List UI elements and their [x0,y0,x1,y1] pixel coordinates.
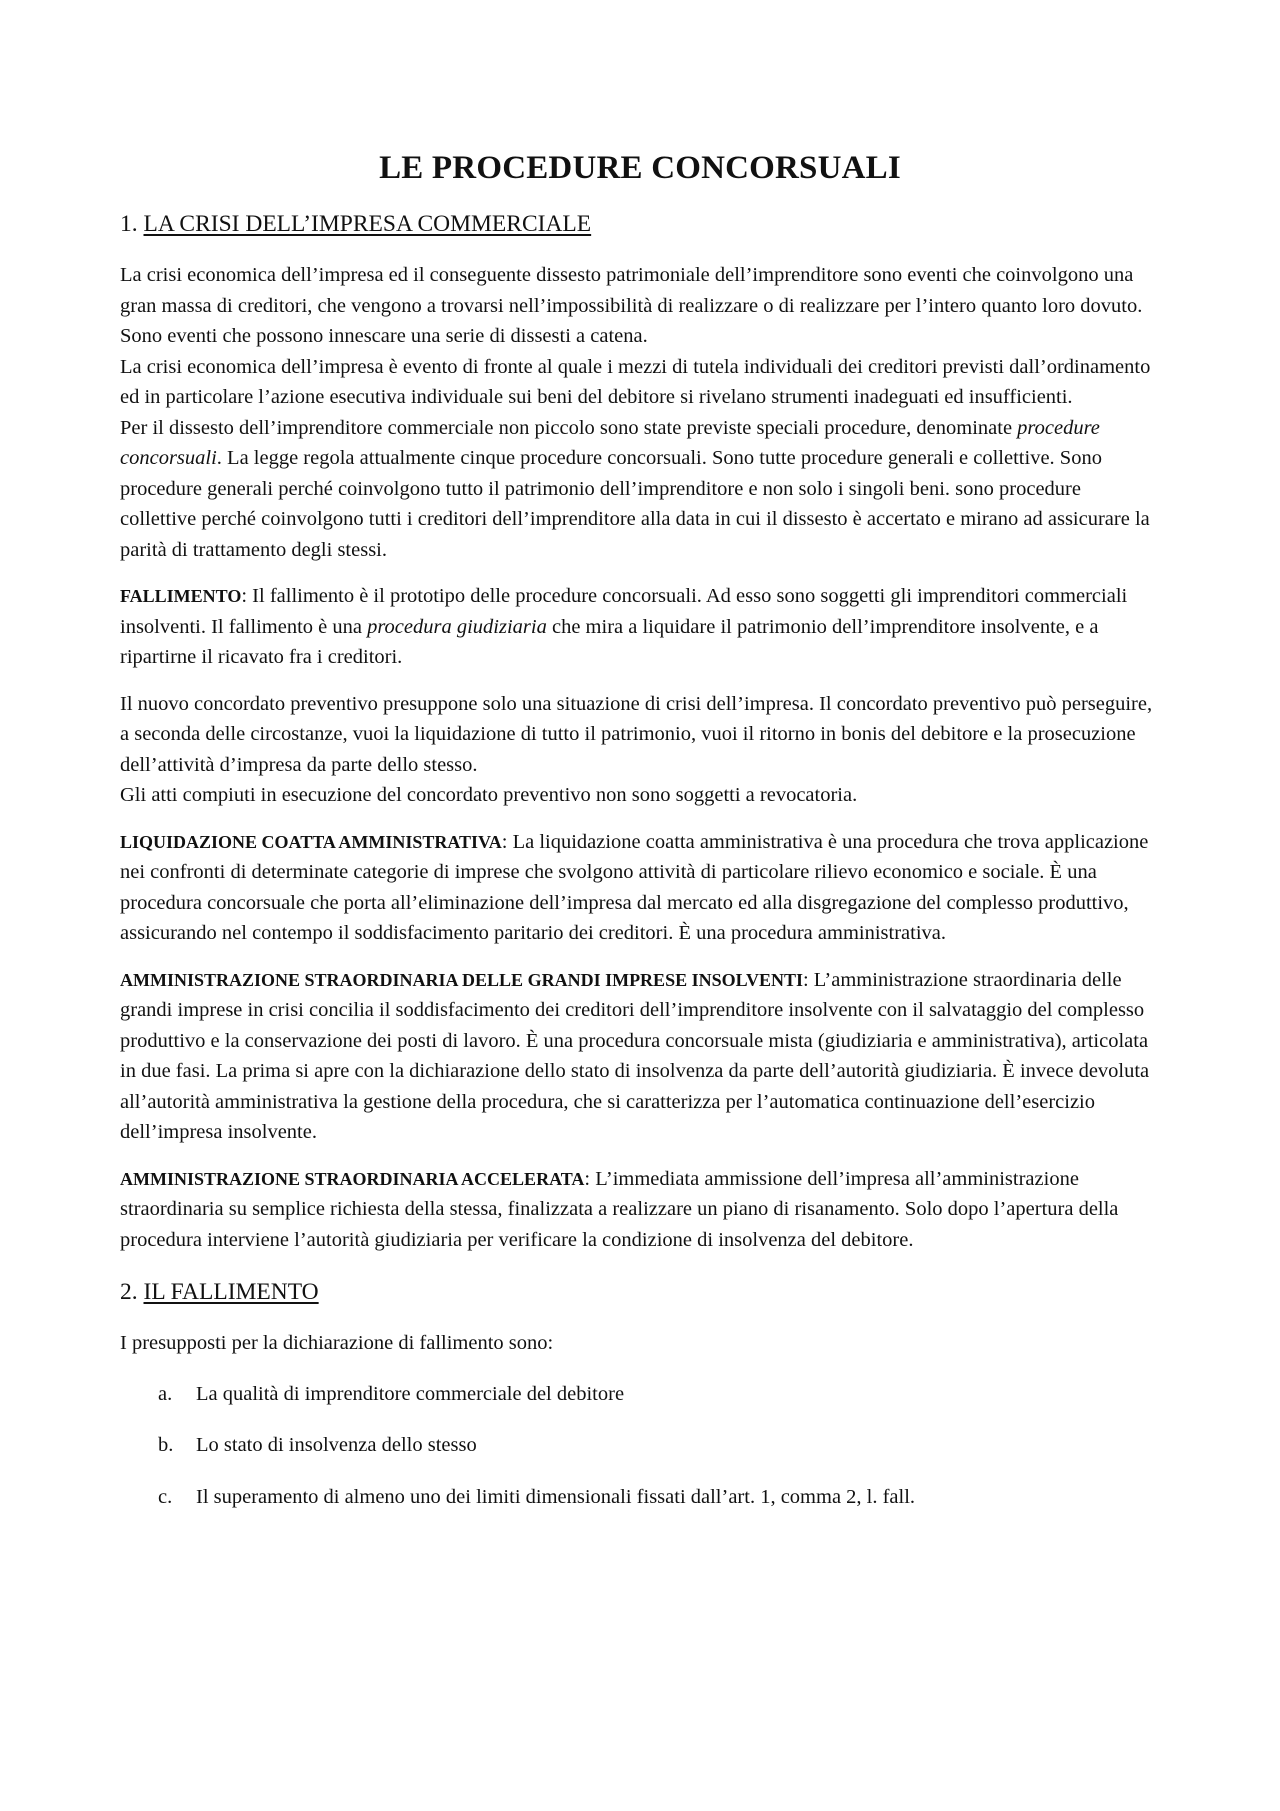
list-item [158,1430,1160,1461]
section-heading-1 [120,211,1160,238]
paragraph-presupposti: I presupposti per la dichiarazione di fallimento sono: [120,1332,554,1354]
paragraph-fallimento [120,581,1160,673]
paragraph-text: : L’amministrazione straordinaria delle grandi imprese in crisi concilia il soddisfacimento dei creditori dell’imprenditore insolvente con il salvataggio del complesso produttivo e la conservazione dei posti di lavoro. È una procedura concorsuale mista (giudiziaria e amministrativa), articolata in due fasi. La prima si apre con la dichiarazione dello stato di insolvenza da parte dell’autorità giudiziaria. È invece devoluta all’autorità amministrativa la gestione della procedura, che si caratterizza per l’automatica continuazione dell’esercizio dell’impresa insolvente. [120,968,1150,1143]
term-label: AMMINISTRAZIONE STRAORDINARIA DELLE GRANDI IMPRESE INSOLVENTI [120,969,803,990]
paragraph-text: che mira a liquidare il patrimonio dell’imprenditore insolvente, e a ripartirne il ricavato fra i creditori. [120,615,1099,668]
term-label: FALLIMENTO [120,586,242,606]
list-marker: a. [158,1382,173,1405]
paragraph-text: : L’immediata ammissione dell’impresa all’amministrazione straordinaria su semplice richiesta della stessa, finalizzata a realizzare un piano di risanamento. Solo dopo l’apertura della procedura interviene l’autorità giudiziaria per verificare la condizione di insolvenza del debitore. [120,1167,1119,1251]
list-marker: c. [158,1485,173,1508]
paragraph-text: : La liquidazione coatta amministrativa è una procedura che trova applicazione nei confronti di determinate categorie di imprese che svolgono attività di particolare rilievo economico e sociale. È una procedura concorsuale che porta all’eliminazione dell’impresa dal mercato ed alla disgregazione del complesso produttivo, assicurando nel contempo il soddisfacimento paritario dei creditori. È una procedura amministrativa. [120,830,1149,944]
paragraph-amministrazione-grandi-imprese [120,965,1160,1148]
italic-term: procedure concorsuali [120,416,1100,469]
paragraph-concordato [120,689,1160,811]
paragraph-text: Per il dissesto dell’imprenditore commerciale non piccolo sono state previste speciali procedure, denominate [120,416,1018,439]
presupposti-list [120,1379,1160,1513]
list-item [158,1379,1160,1410]
paragraph-text: : Il fallimento è il prototipo delle procedure concorsuali. Ad esso sono soggetti gli imprenditori commerciali insolventi. Il fallimento è una [120,585,1128,638]
paragraph-text: Il nuovo concordato preventivo presuppone solo una situazione di crisi dell’impresa. Il concordato preventivo può perseguire, a seconda delle circostanze, vuoi la liquidazione di tutto il patrimonio, vuoi il ritorno in bonis del debitore e la prosecuzione dell’attività d’impresa da parte dello stesso. [120,692,1153,776]
paragraph-text: . La legge regola attualmente cinque procedure concorsuali. Sono tutte procedure generali e collettive. Sono procedure generali perché coinvolgono tutto il patrimonio dell’imprenditore e non solo i singoli beni. sono procedure collettive perché coinvolgono tutti i creditori dell’imprenditore alla data in cui il dissesto è accertato e mirano ad assicurare la parità di trattamento degli stessi. [120,447,1150,561]
section-heading-2 [120,1279,1160,1306]
term-label: LIQUIDAZIONE COATTA AMMINISTRATIVA [120,831,502,852]
list-item-text: La qualità di imprenditore commerciale del debitore [196,1382,625,1405]
section-number: 2. [120,1279,138,1305]
paragraph-intro [120,260,1160,565]
section-number: 1. [120,211,138,237]
section-title: LA CRISI DELL’IMPRESA COMMERCIALE [143,211,592,237]
list-item-text: Il superamento di almeno uno dei limiti dimensionali fissati dall’art. 1, comma 2, l. fall. [196,1485,916,1508]
list-marker: b. [158,1434,174,1456]
list-item [158,1482,1160,1513]
paragraph-amministrazione-accelerata [120,1164,1160,1256]
paragraph-text: La crisi economica dell’impresa ed il conseguente dissesto patrimoniale dell’imprenditore sono eventi che coinvolgono una gran massa di creditori, che vengono a trovarsi nell’impossibilità di realizzare o di realizzare per l’intero quanto loro dovuto. Sono eventi che possono innescare una serie di dissesti a catena. [120,264,1143,347]
paragraph-text: La crisi economica dell’impresa è evento di fronte al quale i mezzi di tutela individuali dei creditori previsti dall’ordinamento ed in particolare l’azione esecutiva individuale sui beni del debitore si rivelano strumenti inadeguati ed insufficienti. [120,355,1151,408]
list-item-text: Lo stato di insolvenza dello stesso [196,1434,477,1456]
paragraph-text: Gli atti compiuti in esecuzione del concordato preventivo non sono soggetti a revocatoria. [120,784,858,806]
term-label: AMMINISTRAZIONE STRAORDINARIA ACCELERATA [120,1168,585,1189]
document-title: LE PROCEDURE CONCORSUALI [379,150,901,186]
italic-term: procedura giudiziaria [367,615,547,638]
section-title: IL FALLIMENTO [143,1279,319,1305]
paragraph-liquidazione [120,827,1160,949]
